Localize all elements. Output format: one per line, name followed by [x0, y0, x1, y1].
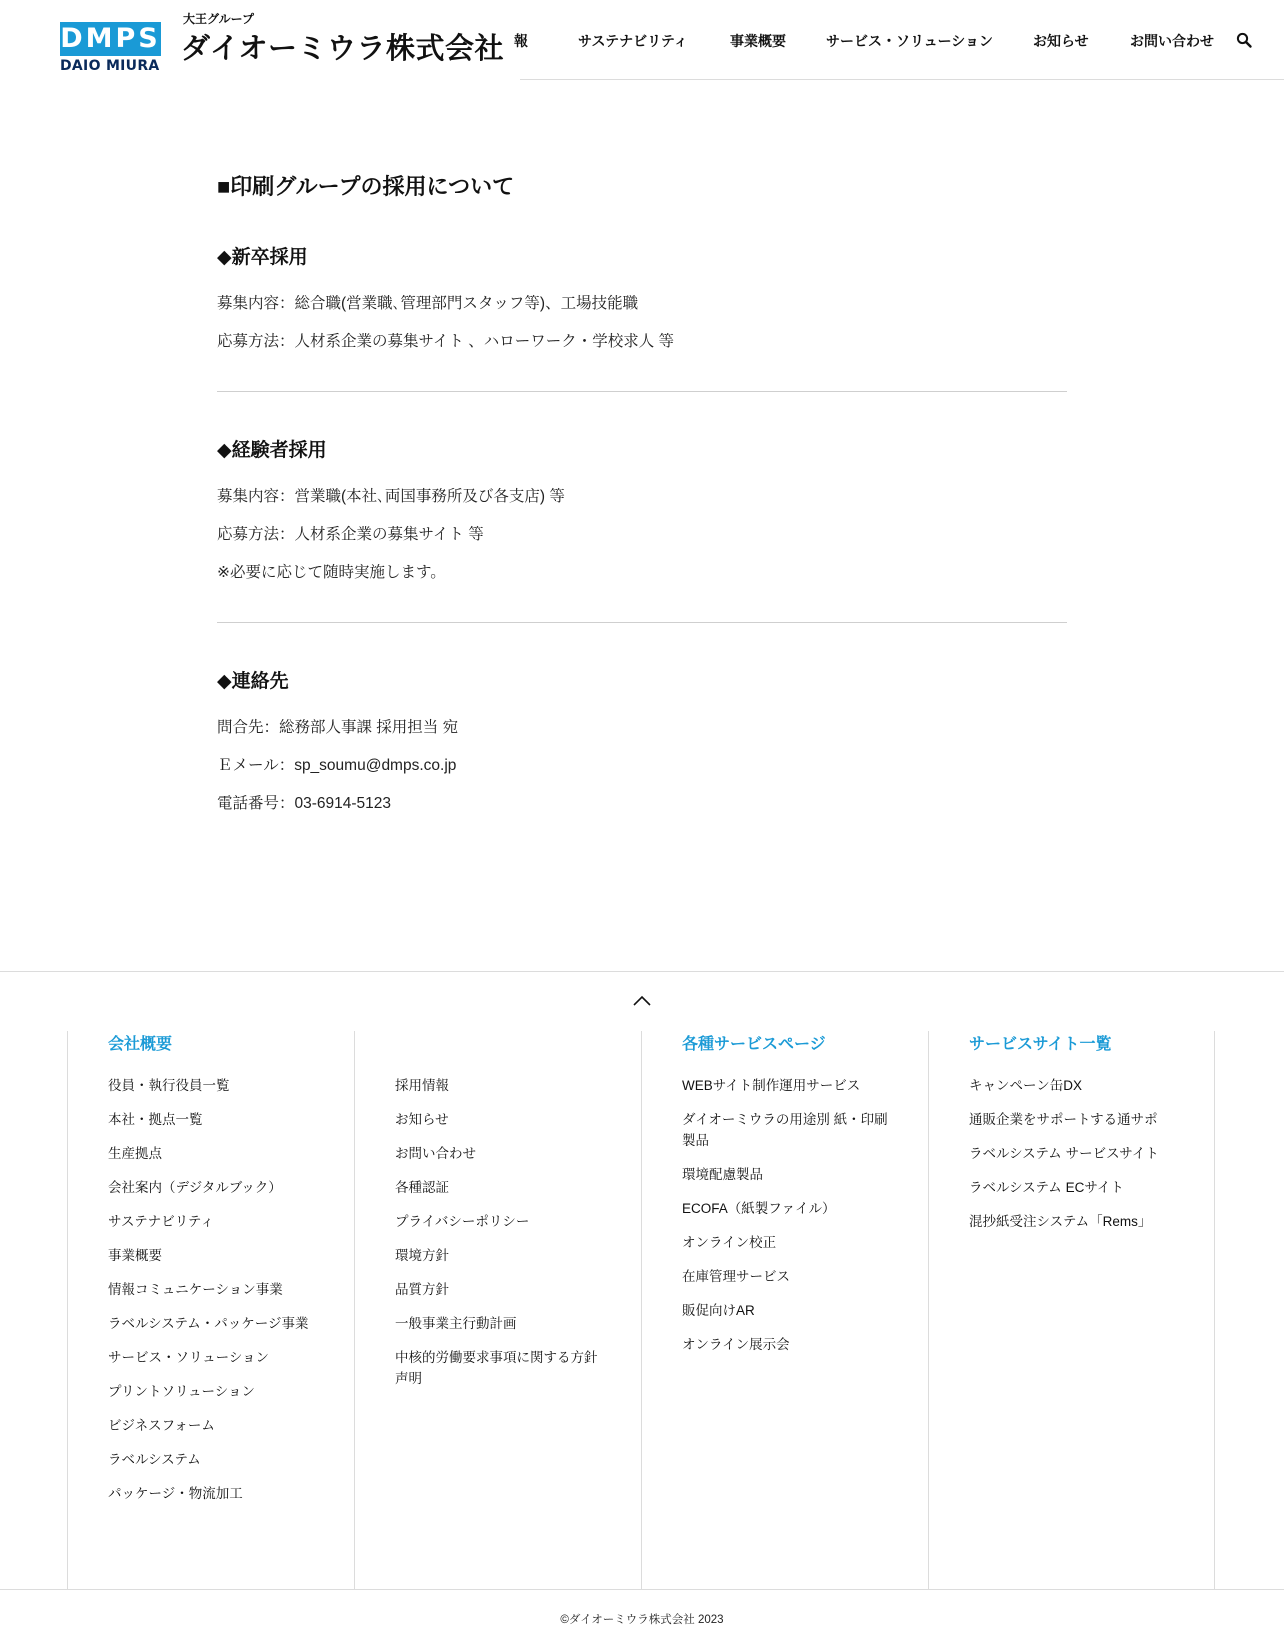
logo-sub: DAIO MIURA — [60, 58, 160, 74]
page-title: ■印刷グループの採用について — [217, 174, 515, 199]
footer-link[interactable]: ビジネスフォーム — [108, 1418, 215, 1433]
experienced-note: ※必要に応じて随時実施します。 — [217, 564, 446, 581]
logo-mark: DMPS — [60, 23, 161, 54]
nav-item-news[interactable]: お知らせ — [1033, 33, 1089, 49]
footer-heading-company[interactable]: 会社概要 — [108, 1036, 173, 1053]
footer-column-service-pages — [641, 1031, 928, 1589]
footer-link[interactable]: プリントソリューション — [108, 1384, 256, 1399]
footer-link[interactable]: プライバシーポリシー — [395, 1214, 530, 1229]
footer-link[interactable]: 環境配慮製品 — [682, 1167, 763, 1182]
footer-link[interactable]: 採用情報 — [395, 1078, 449, 1093]
footer-link[interactable]: 在庫管理サービス — [682, 1269, 790, 1284]
new-grad-positions: 募集内容：総合職(営業職､管理部門スタッフ等)、工場技能職 — [217, 295, 639, 312]
contact-email[interactable]: Ｅメール：sp_soumu@dmps.co.jp — [217, 757, 457, 774]
experienced-heading: ◆経験者採用 — [217, 440, 327, 461]
footer-link[interactable]: 役員・執行役員一覧 — [108, 1078, 230, 1093]
footer-link[interactable]: ラベルシステム — [108, 1452, 201, 1467]
footer-link[interactable]: ECOFA（紙製ファイル） — [682, 1201, 836, 1216]
nav-item-business[interactable]: 事業概要 — [730, 33, 786, 49]
search-icon[interactable] — [1236, 32, 1252, 48]
footer-heading-service-pages[interactable]: 各種サービスページ — [682, 1036, 826, 1053]
footer-link[interactable]: WEBサイト制作運用サービス — [682, 1078, 861, 1093]
footer-heading-service-sites[interactable]: サービスサイト一覧 — [969, 1036, 1112, 1053]
global-nav — [514, 0, 1284, 80]
footer-column-info — [354, 1031, 641, 1589]
footer-link[interactable]: 生産拠点 — [108, 1146, 162, 1161]
footer-column-company — [67, 1031, 354, 1589]
contact-phone: 電話番号：03-6914-5123 — [217, 795, 392, 812]
footer-link[interactable]: サービス・ソリューション — [108, 1350, 270, 1365]
nav-item-recruit[interactable]: 報 — [514, 33, 528, 49]
footer-link[interactable]: パッケージ・物流加工 — [108, 1486, 243, 1501]
footer-link[interactable]: 事業概要 — [108, 1248, 162, 1263]
footer-link[interactable]: 品質方針 — [395, 1282, 449, 1297]
section-divider — [217, 391, 1067, 392]
footer-column-service-sites — [928, 1031, 1215, 1589]
footer-link[interactable]: 販促向けAR — [682, 1303, 755, 1318]
footer-divider — [0, 1589, 1284, 1590]
experienced-positions: 募集内容：営業職(本社､両国事務所及び各支店) 等 — [217, 488, 565, 505]
footer-link[interactable]: 会社案内（デジタルブック） — [108, 1180, 282, 1195]
contact-heading: ◆連絡先 — [217, 671, 289, 692]
site-header — [0, 0, 1284, 80]
copyright: ©ダイオーミウラ株式会社 2023 — [560, 1614, 724, 1626]
footer-link[interactable]: ラベルシステム サービスサイト — [969, 1146, 1159, 1161]
footer-link[interactable]: ラベルシステム・パッケージ事業 — [108, 1316, 309, 1331]
footer-link[interactable]: 混抄紙受注システム「Rems」 — [969, 1214, 1152, 1229]
logo-group-label: 大王グループ — [183, 12, 255, 26]
footer-link[interactable]: お知らせ — [395, 1112, 449, 1127]
nav-item-sustainability[interactable]: サステナビリティ — [578, 33, 688, 49]
contact-department: 問合先：総務部人事課 採用担当 宛 — [217, 719, 459, 736]
footer-link[interactable]: お問い合わせ — [395, 1146, 476, 1161]
experienced-method: 応募方法：人材系企業の募集サイト 等 — [217, 526, 484, 543]
footer-link[interactable]: 一般事業主行動計画 — [395, 1316, 517, 1331]
footer-link[interactable]: ラベルシステム ECサイト — [969, 1180, 1124, 1195]
new-grad-method: 応募方法：人材系企業の募集サイト 、ハローワーク・学校求人 等 — [217, 333, 675, 350]
footer-link[interactable]: 各種認証 — [395, 1180, 449, 1195]
site-logo[interactable] — [60, 10, 505, 74]
footer-link[interactable]: 情報コミュニケーション事業 — [108, 1282, 283, 1297]
footer-link[interactable]: 環境方針 — [395, 1248, 449, 1263]
footer-link[interactable]: キャンペーン缶DX — [969, 1078, 1082, 1093]
footer-divider — [0, 971, 1284, 972]
section-divider — [217, 622, 1067, 623]
footer-link[interactable]: 通販企業をサポートする通サポ — [969, 1112, 1158, 1127]
nav-item-contact[interactable]: お問い合わせ — [1130, 33, 1214, 49]
chevron-up-icon[interactable] — [631, 993, 653, 1009]
footer-link[interactable]: 本社・拠点一覧 — [108, 1112, 203, 1127]
nav-item-services[interactable]: サービス・ソリューション — [826, 33, 994, 49]
footer-link[interactable]: ダイオーミウラの用途別 紙・印刷製品 — [682, 1112, 888, 1148]
footer-link[interactable]: オンライン校正 — [682, 1235, 777, 1250]
new-grad-heading: ◆新卒採用 — [217, 247, 308, 268]
logo-company-name: ダイオーミウラ株式会社 — [181, 31, 505, 65]
footer-link[interactable]: 中核的労働要求事項に関する方針声明 — [395, 1350, 598, 1386]
footer-link[interactable]: サステナビリティ — [108, 1214, 214, 1229]
footer-link[interactable]: オンライン展示会 — [682, 1337, 790, 1352]
